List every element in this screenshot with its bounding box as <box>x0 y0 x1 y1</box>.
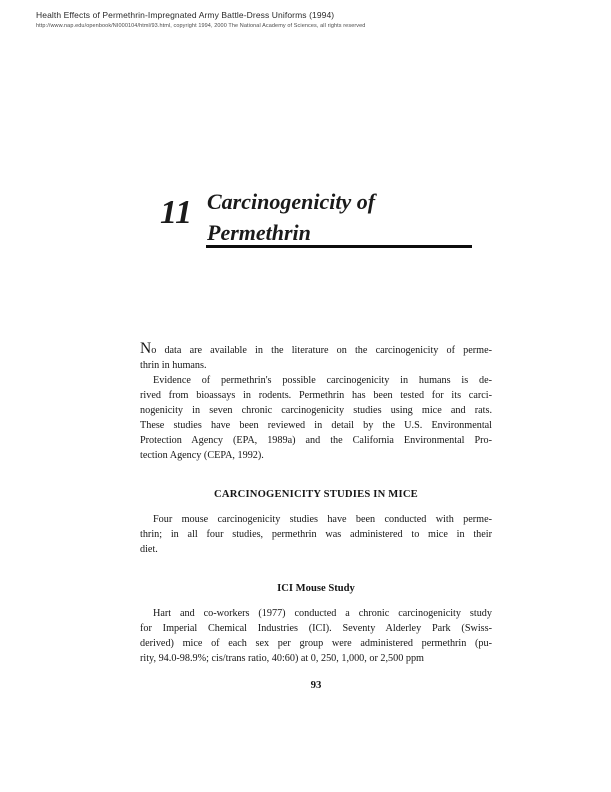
text-line: rity, 94.0-98.9%; cis/trans ratio, 40:60) at 0, 250, 1,000, or 2,500 ppm <box>140 653 424 664</box>
text-line: rived from bioassays in rodents. Permethrin has been tested for its carci- <box>140 390 492 401</box>
text-run: o data are available in the literature on the carcinogenicity of perme- <box>151 345 492 356</box>
chapter-number: 11 <box>160 194 193 231</box>
text-line: for Imperial Chemical Industries (ICI). Seventy Alderley Park (Swiss- <box>140 623 492 634</box>
text-line: Hart and co-workers (1977) conducted a chronic carcinogenicity study <box>153 608 492 619</box>
paragraph-intro <box>140 341 492 373</box>
section-heading-mice: CARCINOGENICITY STUDIES IN MICE <box>214 489 418 500</box>
title-rule <box>206 245 472 248</box>
text-line: Four mouse carcinogenicity studies have been conducted with perme- <box>153 514 492 525</box>
text-line: Protection Agency (EPA, 1989a) and the California Environmental Pro- <box>140 435 492 446</box>
paragraph-evidence <box>140 373 492 463</box>
body-text-column <box>140 341 492 693</box>
text-line: thrin; in all four studies, permethrin was administered to mice in their <box>140 529 492 540</box>
scan-header <box>36 10 576 29</box>
text-line: Evidence of permethrin's possible carcinogenicity in humans is de- <box>153 375 492 386</box>
paragraph-ici-study <box>140 606 492 666</box>
document-title: Health Effects of Permethrin-Impregnated Army Battle-Dress Uniforms (1994) <box>36 10 335 20</box>
text-line: diet. <box>140 544 158 555</box>
text-line <box>140 341 492 358</box>
text-line: thrin in humans. <box>140 360 207 371</box>
text-line: nogenicity in seven chronic carcinogenicity studies using mice and rats. <box>140 405 492 416</box>
paragraph-mouse-studies <box>140 512 492 557</box>
page-number: 93 <box>310 679 322 691</box>
lead-capital: N <box>140 340 152 357</box>
text-line: These studies have been reviewed in detail by the U.S. Environmental <box>140 420 492 431</box>
subsection-heading-ici: ICI Mouse Study <box>277 583 355 594</box>
text-line: tection Agency (CEPA, 1992). <box>140 450 264 461</box>
chapter-title-line2: Permethrin <box>207 220 311 245</box>
copyright-line: http://www.nap.edu/openbook/NI000104/html/93.html, copyright 1994, 2000 The National Academy of Sciences, all rights reserved <box>36 23 366 29</box>
text-line: derived) mice of each sex per group were administered permethrin (pu- <box>140 638 492 649</box>
chapter-title <box>207 186 487 248</box>
chapter-title-line1: Carcinogenicity of <box>207 189 376 214</box>
